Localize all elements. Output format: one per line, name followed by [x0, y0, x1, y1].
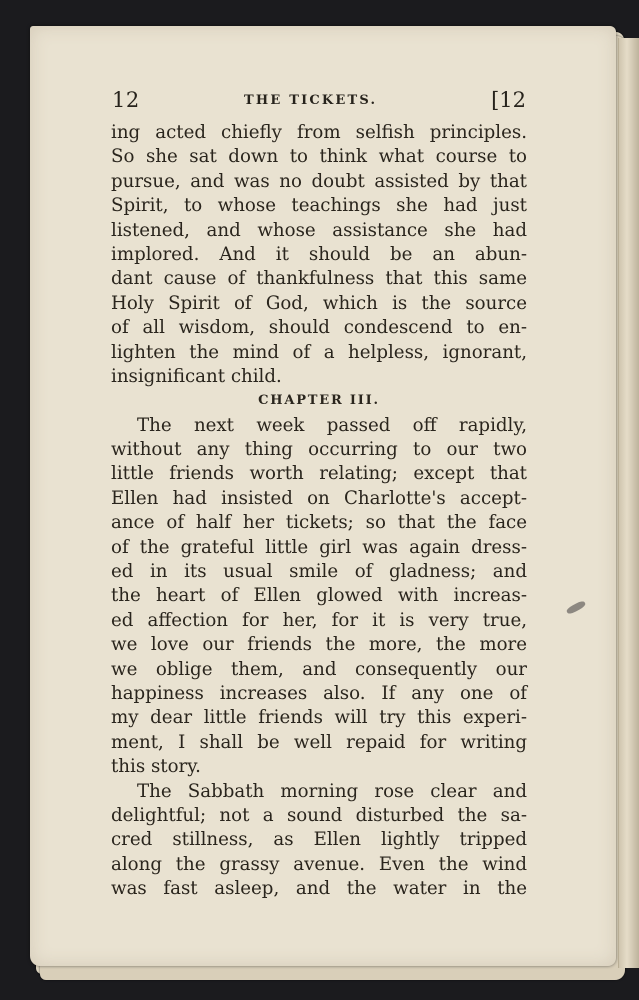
page-number-right: [12: [491, 88, 526, 112]
text-line: dant cause of thankfulness that this same: [111, 268, 527, 290]
text-line: So she sat down to think what course to: [111, 146, 527, 168]
text-line: implored. And it should be an abun-: [111, 243, 527, 265]
text-line: ance of half her tickets; so that the face: [111, 512, 527, 534]
text-line: ing acted chiefly from selfish principles.: [111, 122, 527, 143]
text-line: little friends worth relating; except that: [111, 463, 527, 485]
page-number-left: 12: [112, 88, 140, 112]
text-line: we love our friends the more, the more: [111, 634, 527, 656]
text-line: cred stillness, as Ellen lightly tripped: [111, 829, 527, 851]
text-line: Spirit, to whose teachings she had just: [111, 195, 527, 217]
text-line: without any thing occurring to our two: [111, 439, 527, 461]
body-text: [111, 121, 527, 902]
text-line: listened, and whose assistance she had: [111, 219, 527, 241]
text-line: this story.: [111, 756, 201, 778]
text-line: pursue, and was no doubt assisted by that: [111, 170, 527, 192]
text-line: Holy Spirit of God, which is the source: [111, 292, 527, 314]
page-edge-right: [618, 38, 639, 968]
text-line: delightful; not a sound disturbed the sa-: [111, 804, 527, 826]
text-line: my dear little friends will try this experi-: [111, 707, 527, 729]
text-line: of the grateful little girl was again dress-: [111, 536, 527, 558]
running-head: [112, 88, 526, 118]
text-line: lighten the mind of a helpless, ignorant,: [111, 341, 527, 363]
text-line: of all wisdom, should condescend to en-: [111, 317, 527, 339]
chapter-heading: CHAPTER III.: [258, 393, 380, 409]
text-line: The next week passed off rapidly,: [137, 414, 527, 436]
text-line: we oblige them, and consequently our: [111, 658, 527, 680]
text-line: along the grassy avenue. Even the wind: [111, 853, 527, 875]
text-line: was fast asleep, and the water in the: [111, 878, 527, 900]
running-title: THE TICKETS.: [244, 93, 378, 108]
text-line: ed affection for her, for it is very true,: [111, 609, 527, 631]
text-line: the heart of Ellen glowed with increas-: [111, 585, 527, 607]
text-line: happiness increases also. If any one of: [111, 682, 527, 704]
text-line: ed in its usual smile of gladness; and: [111, 561, 527, 583]
text-line: Ellen had insisted on Charlotte's accept-: [111, 487, 527, 509]
text-line: ment, I shall be well repaid for writing: [111, 731, 527, 753]
text-line: insignificant child.: [111, 365, 282, 387]
text-line: The Sabbath morning rose clear and: [137, 780, 527, 802]
